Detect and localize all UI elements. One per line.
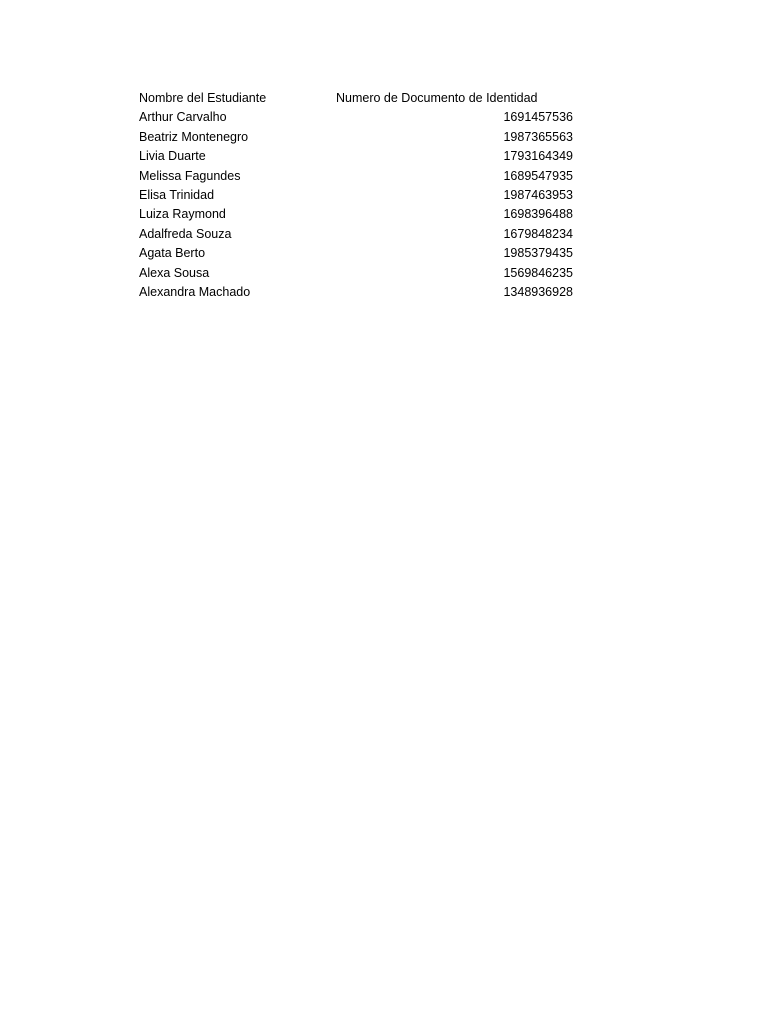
table-row xyxy=(139,283,579,302)
id-number-cell: 1987463953 xyxy=(503,187,573,202)
id-number-cell: 1348936928 xyxy=(503,284,573,299)
table-row xyxy=(139,264,579,283)
student-table xyxy=(139,89,579,302)
table-header-row xyxy=(139,89,579,108)
student-name-cell: Alexa Sousa xyxy=(139,265,210,280)
student-name-cell: Alexandra Machado xyxy=(139,284,251,299)
student-name-cell: Adalfreda Souza xyxy=(139,226,232,241)
id-number-cell: 1698396488 xyxy=(503,207,573,222)
student-name-cell: Livia Duarte xyxy=(139,149,206,164)
id-number-cell: 1793164349 xyxy=(503,149,573,164)
table-row xyxy=(139,186,579,205)
table-row xyxy=(139,108,579,127)
student-name-cell: Agata Berto xyxy=(139,246,206,261)
header-student-name: Nombre del Estudiante xyxy=(139,91,267,105)
header-id-number: Numero de Documento de Identidad xyxy=(336,91,538,105)
student-name-cell: Elisa Trinidad xyxy=(139,187,215,202)
id-number-cell: 1689547935 xyxy=(503,168,573,183)
table-row xyxy=(139,205,579,224)
table-row xyxy=(139,128,579,147)
table-row xyxy=(139,147,579,166)
id-number-cell: 1679848234 xyxy=(503,226,573,241)
id-number-cell: 1569846235 xyxy=(503,265,573,280)
student-name-cell: Beatriz Montenegro xyxy=(139,129,249,144)
id-number-cell: 1987365563 xyxy=(503,129,573,144)
table-row xyxy=(139,167,579,186)
id-number-cell: 1985379435 xyxy=(503,246,573,261)
student-name-cell: Arthur Carvalho xyxy=(139,110,227,125)
table-row xyxy=(139,244,579,263)
student-name-cell: Luiza Raymond xyxy=(139,207,226,222)
id-number-cell: 1691457536 xyxy=(503,110,573,125)
table-row xyxy=(139,225,579,244)
student-name-cell: Melissa Fagundes xyxy=(139,168,241,183)
